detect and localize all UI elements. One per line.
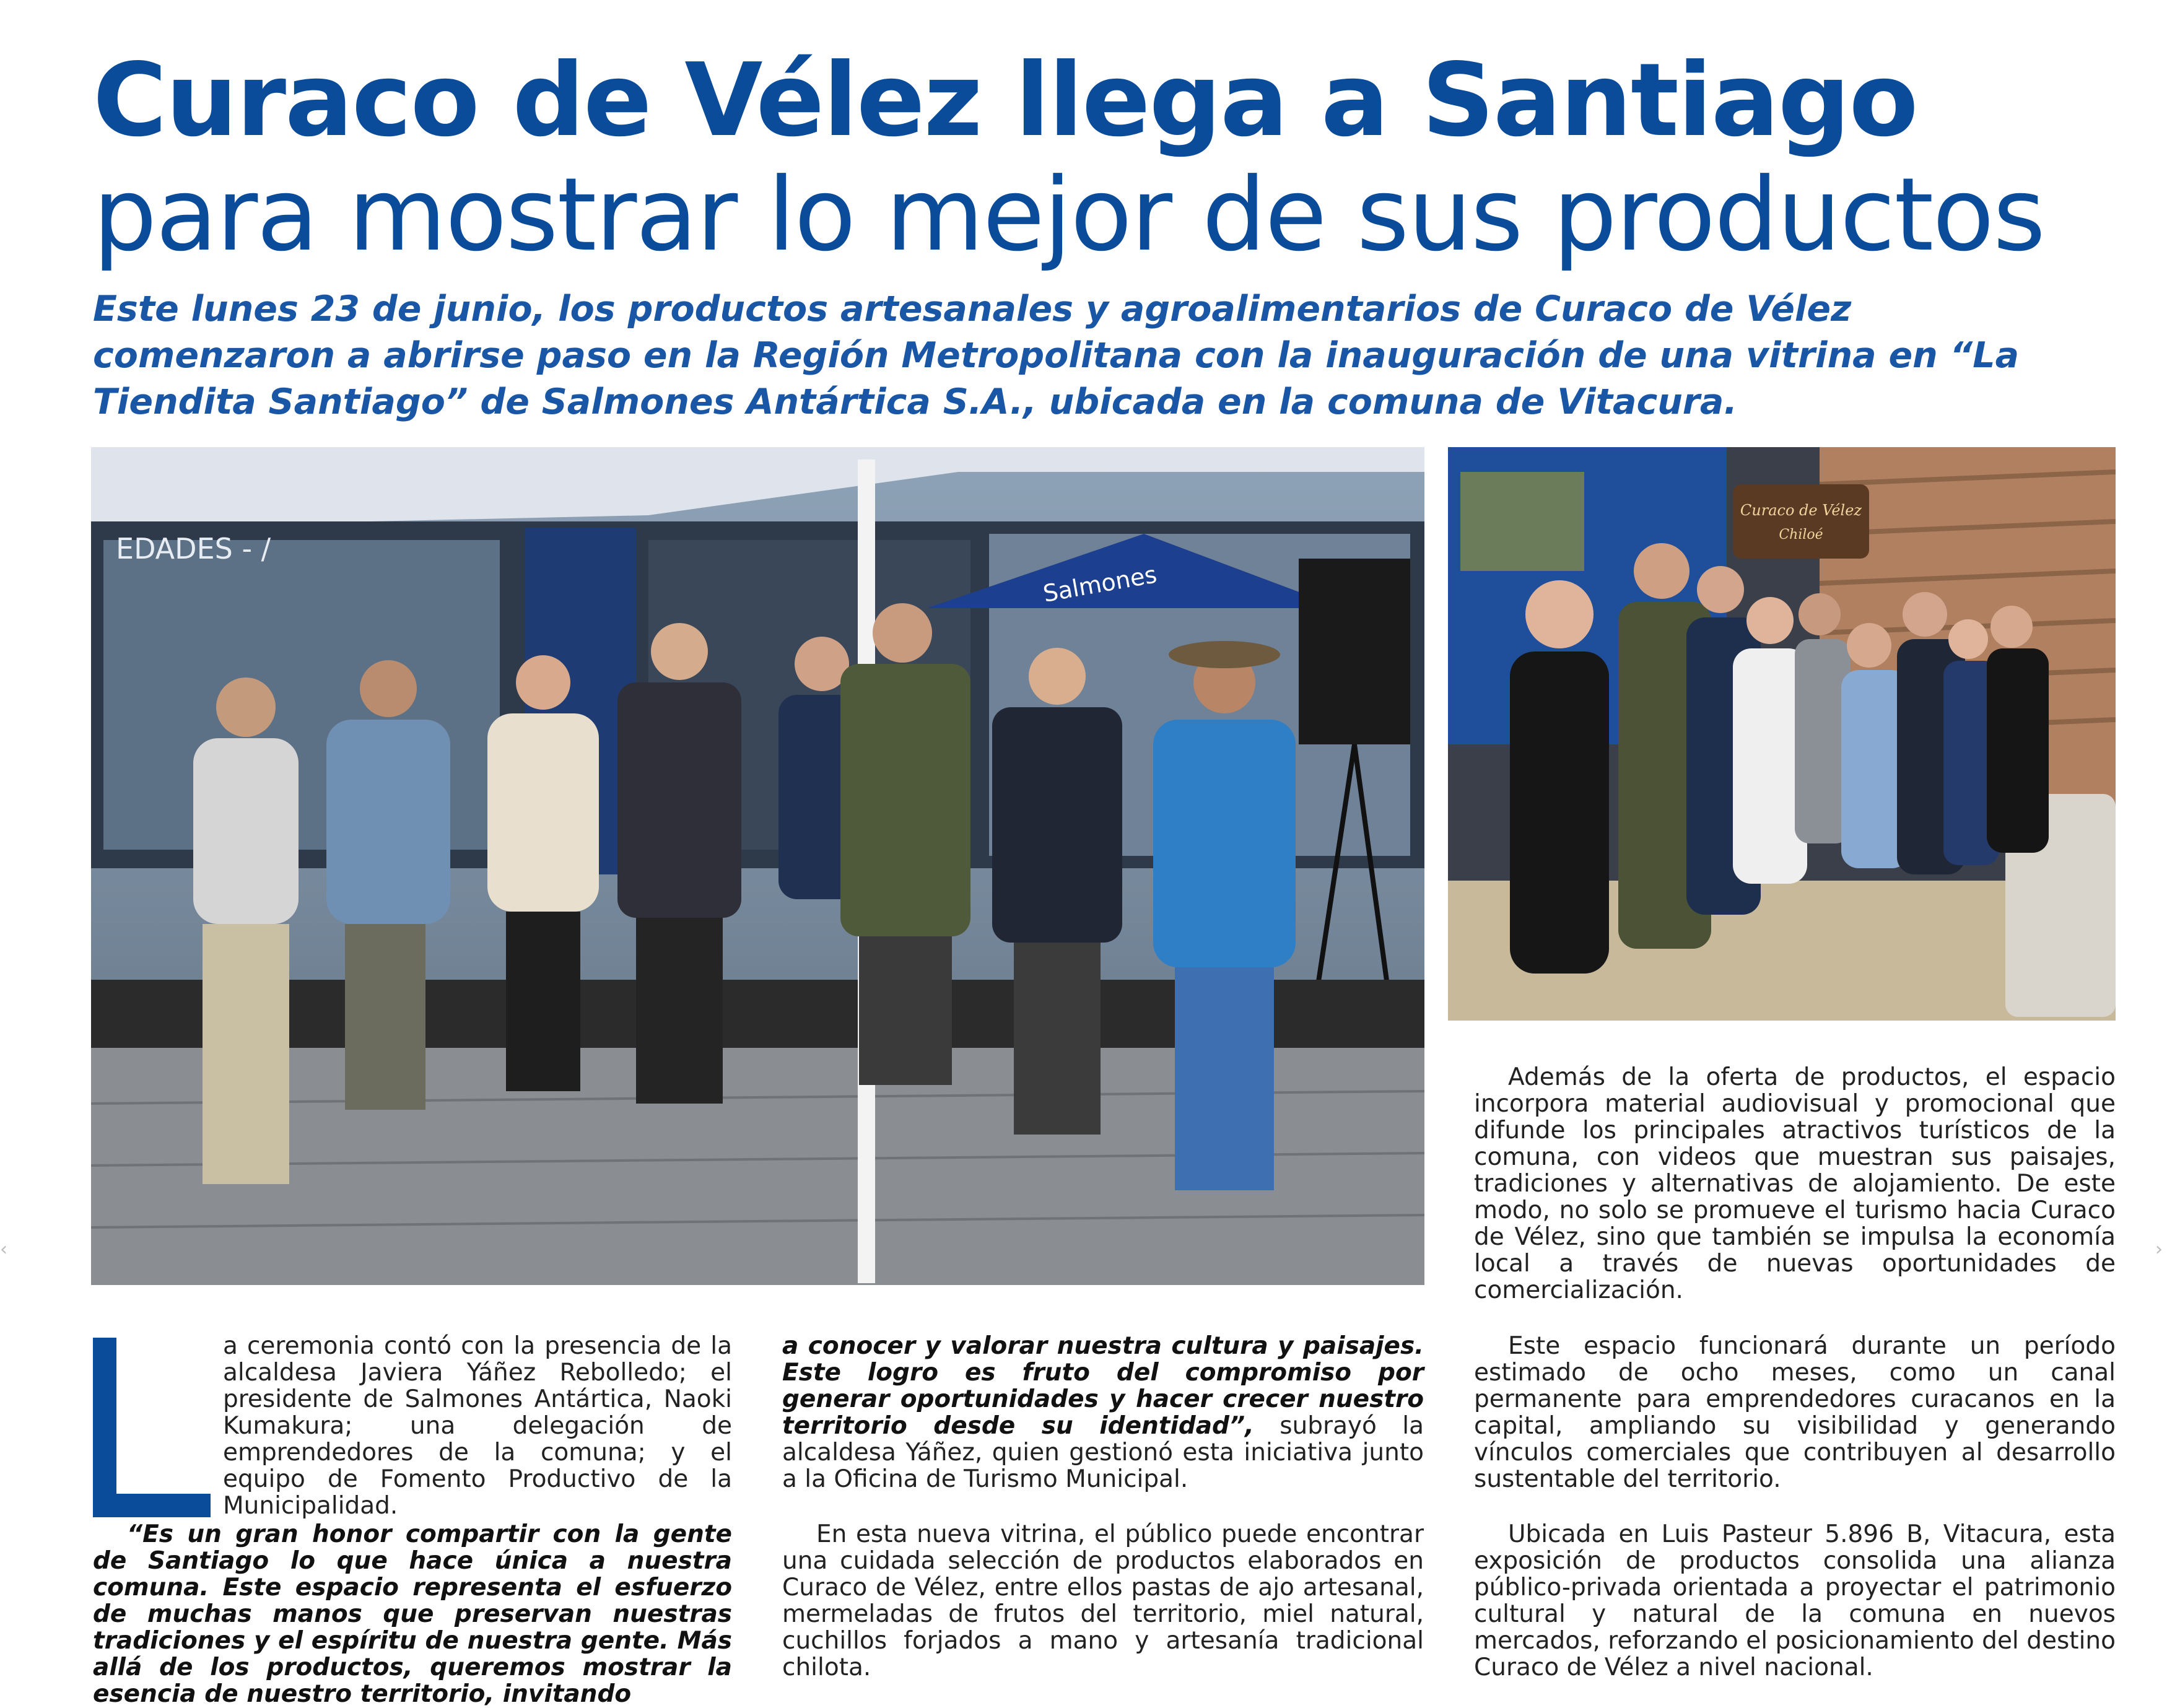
headline-bold: Curaco de Vélez llega a Santiago <box>93 42 1917 159</box>
side-sign-line1: Curaco de Vélez <box>1740 502 1862 519</box>
col1-quote: “Es un gran honor compartir con la gente de Santiago lo que hace única a nuestra comuna. Este espacio representa el esfuerzo de muchas manos que preservan nuestras tradiciones y el espíritu de nuestra gente. Más allá de los productos, queremos mostrar la esencia de nuestro territorio, invitando <box>93 1520 732 1708</box>
next-page-icon[interactable]: › <box>2155 1239 2163 1260</box>
side-photo <box>1448 447 2116 1021</box>
storefront-sign: EDADES - / <box>116 532 271 565</box>
headline-light: para mostrar lo mejor de sus productos <box>93 157 2044 274</box>
col2-paragraph2: En esta nueva vitrina, el público puede encontrar una cuidada selección de productos elaborados en Curaco de Vélez, entre ellos pastas de ajo artesanal, mermeladas de frutos del territorio, miel natural, cuchillos forjados a mano y artesanía tradicional chilota. <box>782 1520 1424 1681</box>
col2-quote-attribution: subrayó la alcaldesa Yáñez, quien gestionó esta iniciativa junto a la Oficina de Turismo Municipal. <box>782 1412 1424 1493</box>
main-photo-illustration <box>91 447 1424 1285</box>
side-photo-illustration <box>1448 447 2116 1021</box>
tent-logo: Salmones <box>1040 560 1159 608</box>
side-sign-line2: Chiloé <box>1779 527 1823 542</box>
col2-quote: a conocer y valorar nuestra cultura y paisajes. Este logro es fruto del compromiso por generar oportunidades y hacer crecer nuestro territorio desde su identidad”, <box>782 1332 1424 1440</box>
main-photo <box>91 447 1424 1285</box>
headline <box>93 43 2124 272</box>
dek: Este lunes 23 de junio, los productos artesanales y agroalimentarios de Curaco de Vélez comenzaron a abrirse paso en la Región Metropolitana con la inauguración de una vitrina en “La Tiendita Santiago” de Salmones Antártica S.A., ubicada en la comuna de Vitacura. <box>93 289 2020 422</box>
drop-cap <box>93 1338 211 1517</box>
col3-paragraph1: Además de la oferta de productos, el espacio incorpora material audiovisual y promocional que difunde los principales atractivos turísticos de la comuna, con videos que muestran sus paisajes, tradiciones y alternativas de alojamiento. De este modo, no solo se promueve el turismo hacia Curaco de Vélez, sino que también se impulsa la economía local a través de nuevas oportunidades de comercialización. <box>1474 1063 2116 1304</box>
col2-paragraph1 <box>782 1333 1424 1492</box>
col3-paragraph2: Este espacio funcionará durante un período estimado de ocho meses, como un canal permanente para emprendedores curacanos en la capital, ampliando su visibilidad y generando vínculos comerciales que contribuyen al desarrollo sustentable del territorio. <box>1474 1332 2116 1493</box>
prev-page-icon[interactable]: ‹ <box>0 1239 7 1260</box>
col1-paragraph1: a ceremonia contó con la presencia de la alcaldesa Javiera Yáñez Rebolledo; el presidente de Salmones Antártica, Naoki Kumakura; una delegación de emprendedores de la comuna; y el equipo de Fomento Productivo de la Municipalidad. <box>223 1332 732 1520</box>
col3-paragraph3: Ubicada en Luis Pasteur 5.896 B, Vitacura, esta exposición de productos consolida una alianza público-privada orientada a proyectar el patrimonio cultural y natural de la comuna en nuevos mercados, reforzando el posicionamiento del destino Curaco de Vélez a nivel nacional. <box>1474 1520 2116 1681</box>
